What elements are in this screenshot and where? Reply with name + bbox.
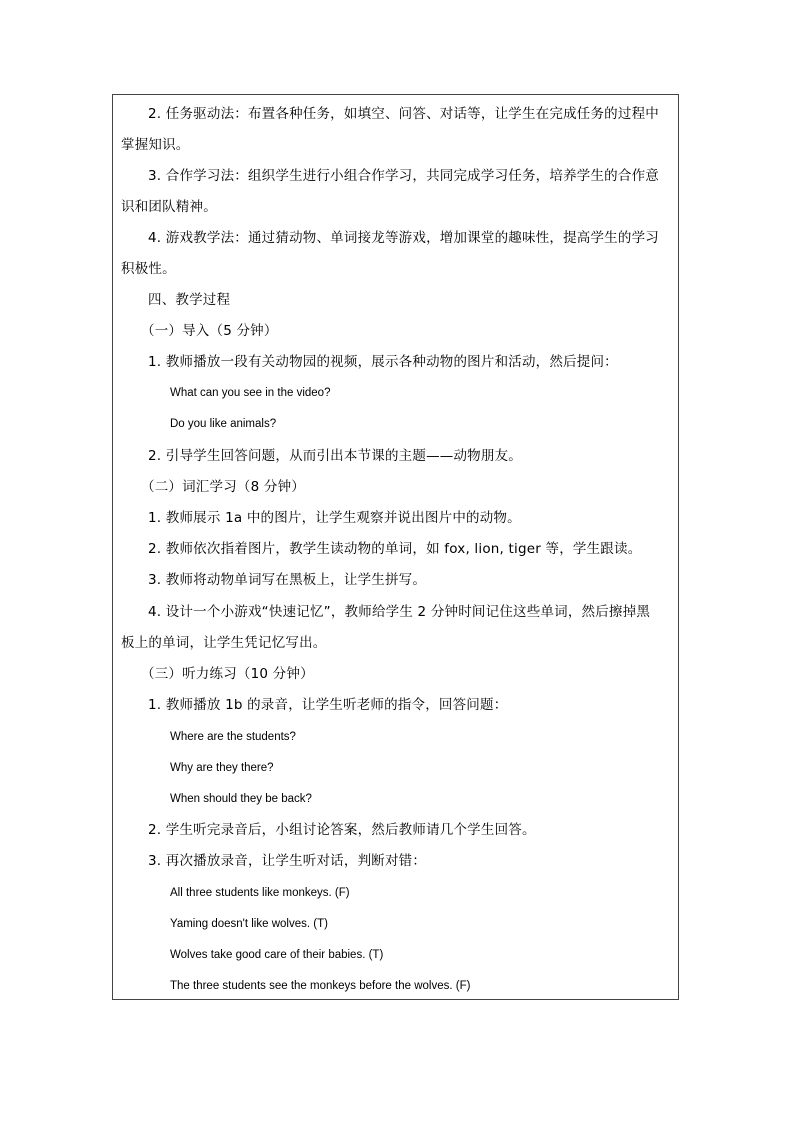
method-4-line-1: 4. 游戏教学法：通过猜动物、单词接龙等游戏，增加课堂的趣味性，提高学生的学习 [148,230,659,246]
intro-question-1: What can you see in the video? [170,387,331,399]
method-3-line-1: 3. 合作学习法：组织学生进行小组合作学习，共同完成学习任务，培养学生的合作意 [148,168,659,184]
vocab-step-4-line-1: 4. 设计一个小游戏“快速记忆”，教师给学生 2 分钟时间记住这些单词，然后擦掉黑 [148,604,651,620]
true-false-statement-3: Wolves take good care of their babies. (T) [170,949,384,961]
subsection-heading-listening: （三）听力练习（10 分钟） [141,666,314,682]
vocab-step-1: 1. 教师展示 1a 中的图片，让学生观察并说出图片中的动物。 [148,510,521,526]
listening-question-1: Where are the students? [170,731,296,743]
content-table-cell [112,94,679,1000]
subsection-heading-intro: （一）导入（5 分钟） [141,323,278,339]
method-2-line-1: 2. 任务驱动法：布置各种任务，如填空、问答、对话等，让学生在完成任务的过程中 [148,106,659,122]
true-false-statement-2: Yaming doesn't like wolves. (T) [170,918,328,930]
subsection-heading-vocabulary: （二）词汇学习（8 分钟） [141,479,305,495]
vocab-step-2: 2. 教师依次指着图片，教学生读动物的单词，如 fox, lion, tiger 等，学生跟读。 [148,541,642,557]
listening-step-2: 2. 学生听完录音后，小组讨论答案，然后教师请几个学生回答。 [148,822,536,838]
intro-step-2: 2. 引导学生回答问题，从而引出本节课的主题——动物朋友。 [148,448,522,464]
section-heading-teaching-process: 四、教学过程 [148,292,231,308]
intro-question-2: Do you like animals? [170,418,277,430]
intro-step-1: 1. 教师播放一段有关动物园的视频，展示各种动物的图片和活动，然后提问： [148,354,618,370]
method-3-line-2: 识和团队精神。 [121,199,217,215]
listening-step-1: 1. 教师播放 1b 的录音，让学生听老师的指令，回答问题： [148,697,508,713]
vocab-step-3: 3. 教师将动物单词写在黑板上，让学生拼写。 [148,572,427,588]
listening-question-2: Why are they there? [170,762,274,774]
method-4-line-2: 积极性。 [121,261,176,277]
listening-question-3: When should they be back? [170,793,312,805]
true-false-statement-4: The three students see the monkeys before the wolves. (F) [170,980,471,992]
vocab-step-4-line-2: 板上的单词，让学生凭记忆写出。 [121,635,327,651]
listening-step-3: 3. 再次播放录音，让学生听对话，判断对错： [148,853,427,869]
method-2-line-2: 掌握知识。 [121,137,190,153]
true-false-statement-1: All three students like monkeys. (F) [170,887,350,899]
